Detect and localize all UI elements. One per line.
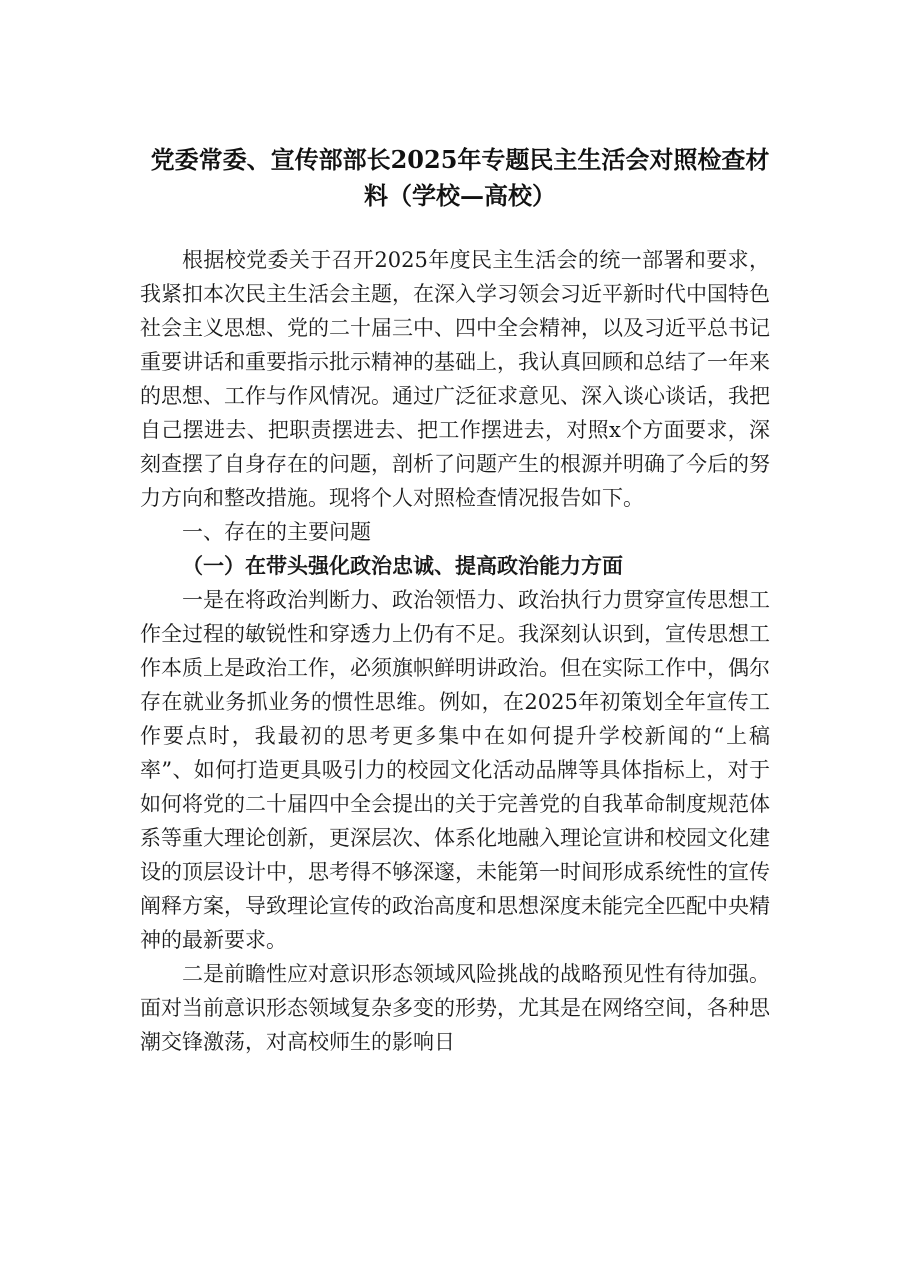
section-heading: 一、存在的主要问题 (182, 520, 371, 544)
subsection-heading: （一）在带头强化政治忠诚、提高政治能力方面 (182, 553, 623, 578)
body-paragraph: 二是前瞻性应对意识形态领域风险挑战的战略预见性有待加强。面对当前意识形态领域复杂多变的形势，尤其是在网络空间，各种思潮交锋激荡，对高校师生的影响日 (140, 962, 770, 1054)
intro-paragraph: 根据校党委关于召开2025年度民主生活会的统一部署和要求，我紧扣本次民主生活会主题，在深入学习领会习近平新时代中国特色社会主义思想、党的二十届三中、四中全会精神，以及习近平总书记重要讲话和重要指示批示精神的基础上，我认真回顾和总结了一年来的思想、工作与作风情况。通过广泛征求意见、深入谈心谈话，我把自己摆进去、把职责摆进去、把工作摆进去，对照x个方面要求，深刻查摆了自身存在的问题，剖析了问题产生的根源并明确了今后的努力方向和整改措施。现将个人对照检查情况报告如下。 (140, 248, 770, 510)
document-title: 党委常委、宣传部部长2025年专题民主生活会对照检查材料（学校—高校） (150, 145, 770, 210)
document-body (140, 243, 770, 1059)
body-paragraph: 一是在将政治判断力、政治领悟力、政治执行力贯穿宣传思想工作全过程的敏锐性和穿透力上仍有不足。我深刻认识到，宣传思想工作本质上是政治工作，必须旗帜鲜明讲政治。但在实际工作中，偶尔存在就业务抓业务的惯性思维。例如，在2025年初策划全年宣传工作要点时，我最初的思考更多集中在如何提升学校新闻的“上稿率”、如何打造更具吸引力的校园文化活动品牌等具体指标上，对于如何将党的二十届四中全会提出的关于完善党的自我革命制度规范体系等重大理论创新，更深层次、体系化地融入理论宣讲和校园文化建设的顶层设计中，思考得不够深邃，未能第一时间形成系统性的宣传阐释方案，导致理论宣传的政治高度和思想深度未能完全匹配中央精神的最新要求。 (140, 588, 770, 952)
